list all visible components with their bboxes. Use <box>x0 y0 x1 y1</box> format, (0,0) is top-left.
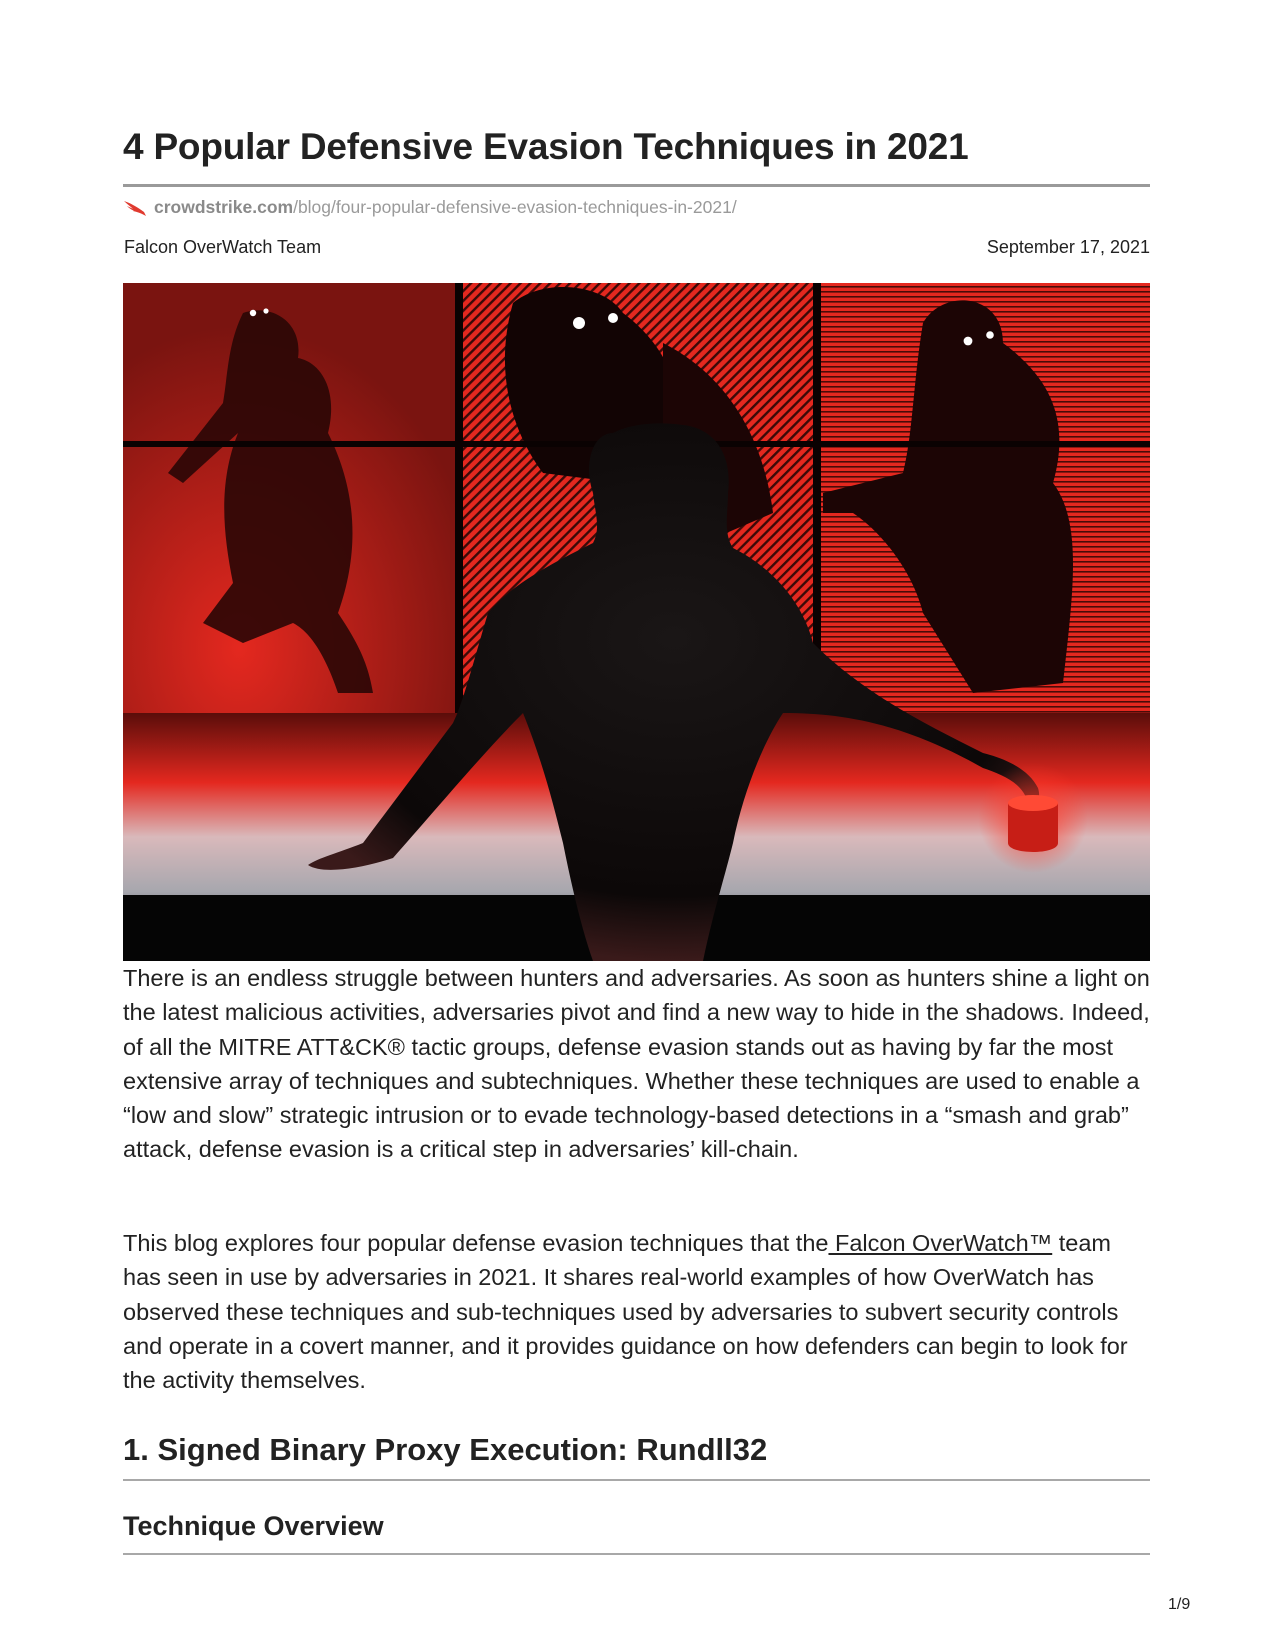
page-number: 1/9 <box>1168 1596 1191 1613</box>
author-name: Falcon OverWatch Team <box>124 237 322 257</box>
subsection-heading: Technique Overview <box>123 1511 384 1541</box>
summary-paragraph <box>123 1226 1150 1397</box>
crowdstrike-falcon-logo-icon <box>123 199 147 217</box>
hero-illustration <box>123 283 1150 961</box>
publish-date: September 17, 2021 <box>986 237 1150 257</box>
source-link[interactable] <box>123 197 737 218</box>
falcon-overwatch-link[interactable]: Falcon OverWatch™ <box>828 1230 1053 1256</box>
intro-paragraph: There is an endless struggle between hunters and adversaries. As soon as hunters shine a light on the latest malicious activities, adversaries pivot and find a new way to hide in the shadows. Indeed, of all the MITRE ATT&CK® tactic groups, defense evasion stands out as having by far the most extensive array of techniques and subtechniques. Whether these techniques are used to enable a “low and slow” strategic intrusion or to evade technology-based detections in a “smash and grab” attack, defense evasion is a critical step in adversaries’ kill-chain. <box>123 965 1150 1163</box>
source-domain: crowdstrike.com <box>154 197 294 217</box>
source-path: /blog/four-popular-defensive-evasion-techniques-in-2021/ <box>293 197 737 217</box>
title-divider <box>123 184 1150 187</box>
article-title: 4 Popular Defensive Evasion Techniques in 2021 <box>123 126 969 167</box>
section-divider <box>123 1479 1150 1481</box>
summary-text-after-link: team has seen in use by adversaries in 2021. It shares real-world examples of how OverWatch has observed these techniques and sub-techniques used by adversaries to subvert security controls and operate in a covert manner, and it provides guidance on how defenders can begin to look for the activity themselves. <box>123 1230 1128 1394</box>
subsection-divider <box>123 1553 1150 1555</box>
summary-text-before-link: This blog explores four popular defense evasion techniques that the <box>123 1230 829 1256</box>
section-heading: 1. Signed Binary Proxy Execution: Rundll32 <box>123 1432 768 1467</box>
